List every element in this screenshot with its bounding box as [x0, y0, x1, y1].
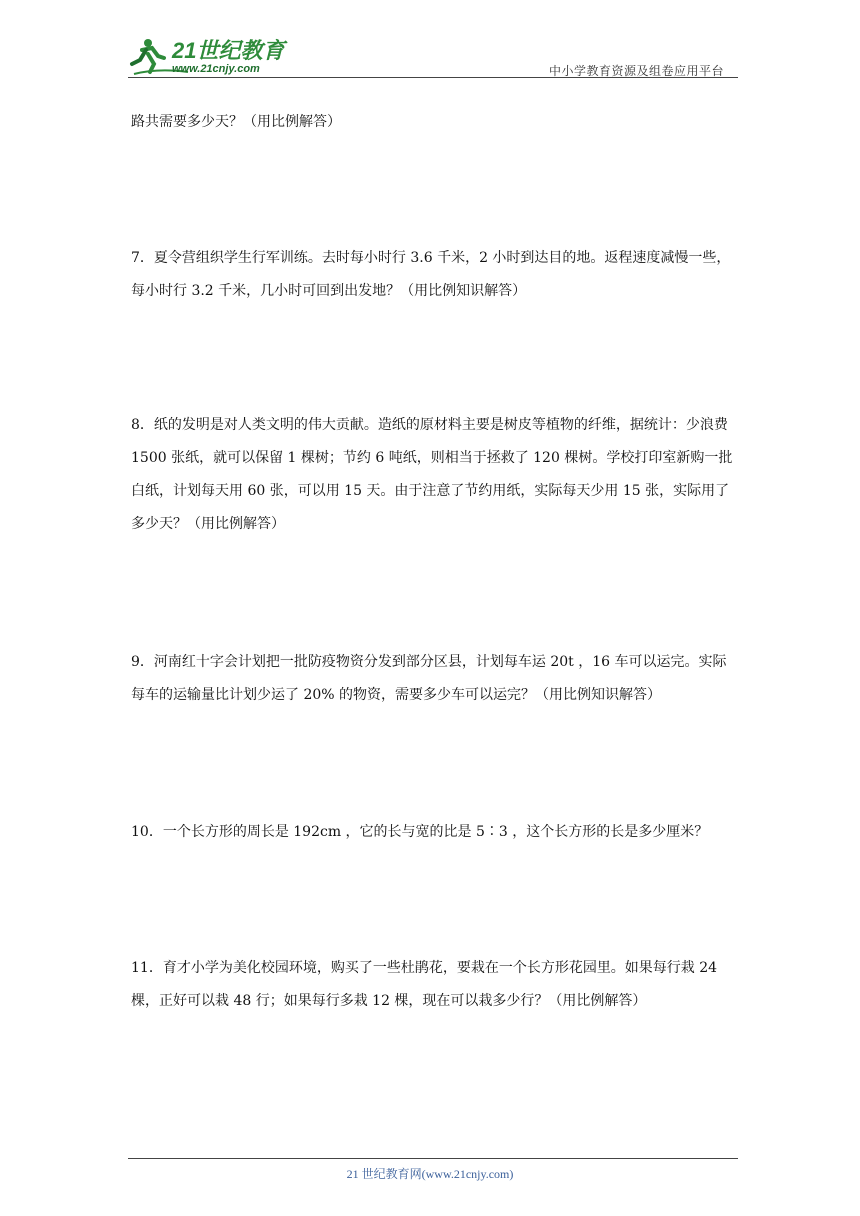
question-7: 7．夏令营组织学生行军训练。去时每小时行 3.6 千米，2 小时到达目的地。返程速度减慢一些，每小时行 3.2 千米，几小时可回到出发地？（用比例知识解答）: [131, 250, 731, 299]
runner-logo-icon: [128, 34, 298, 78]
page-header: [128, 34, 738, 78]
header-divider: [128, 77, 738, 78]
question-11: 11．育才小学为美化校园环境，购买了一些杜鹃花，要栽在一个长方形花园里。如果每行栽 24 棵，正好可以栽 48 行；如果每行多栽 12 棵，现在可以栽多少行？（用比例解答）: [131, 960, 722, 1009]
logo-wordmark: 21世纪教育: [172, 38, 285, 63]
question-continuation: 路共需要多少天？（用比例解答）: [131, 114, 341, 130]
question-9: 9．河南红十字会计划把一批防疫物资分发到部分区县，计划每车运 20t ，16 车可以运完。实际每车的运输量比计划少运了 20% 的物资，需要多少车可以运完？（用比例知识解答）: [131, 654, 727, 703]
question-10: 10．一个长方形的周长是 192cm ，它的长与宽的比是 5∶3 ，这个长方形的长是多少厘米？: [131, 824, 709, 840]
footer-divider: [128, 1158, 738, 1159]
site-title: 中小学教育资源及组卷应用平台: [548, 64, 724, 78]
brand-logo: [128, 34, 298, 78]
footer-link[interactable]: 21 世纪教育网(www.21cnjy.com): [346, 1167, 514, 1181]
question-8: 8．纸的发明是对人类文明的伟大贡献。造纸的原材料主要是树皮等植物的纤维，据统计：少浪费 1500 张纸，就可以保留 1 棵树；节约 6 吨纸，则相当于拯救了 120 棵树。学校打印室新购一批白纸，计划每天用 60 张，可以用 15 天。由于注意了节约用纸，实际每天少用 15 张，实际用了多少天？（用比例解答）: [131, 417, 733, 532]
logo-url: www.21cnjy.com: [172, 63, 260, 75]
